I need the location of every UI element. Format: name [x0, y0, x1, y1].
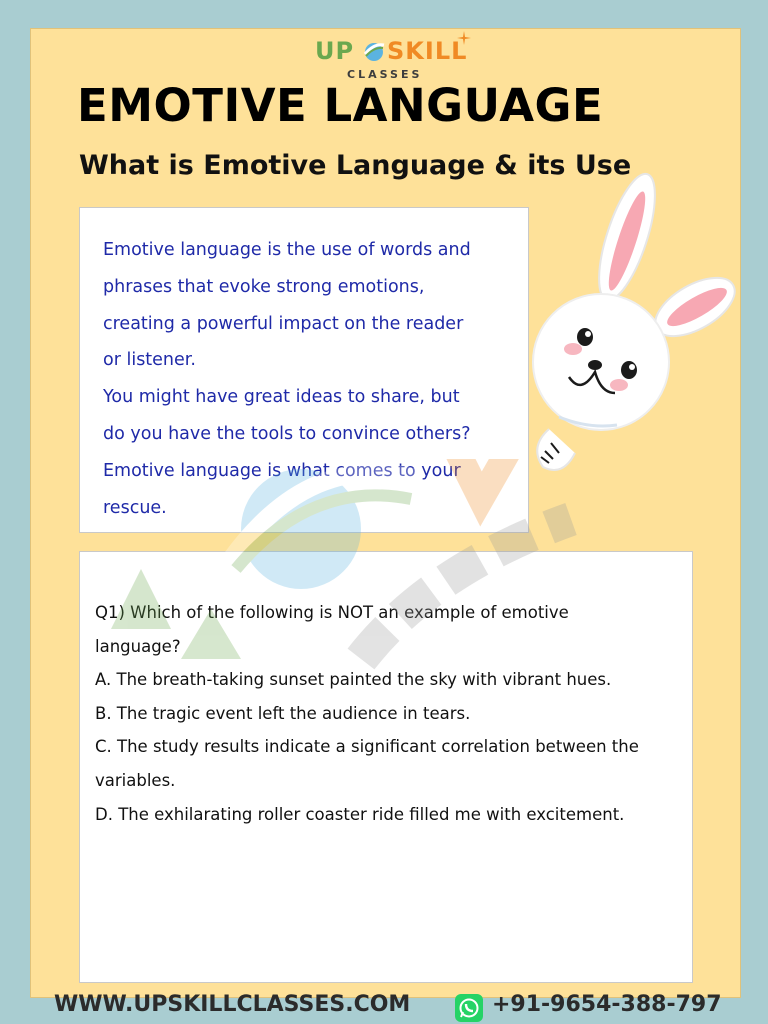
phone-number[interactable]: +91-9654-388-797	[492, 992, 722, 1017]
definition-line: do you have the tools to convince others?	[103, 423, 471, 444]
logo-brand-right: SKILL	[387, 37, 468, 65]
footer	[0, 990, 768, 1024]
bunny-ear-left	[588, 168, 667, 306]
logo-subtitle: CLASSES	[347, 68, 423, 81]
definition-line: phrases that evoke strong emotions,	[103, 276, 425, 297]
definition-line: or listener.	[103, 350, 196, 371]
bunny-illustration	[519, 167, 759, 497]
answer-option-c: C. The study results indicate a significant correlation between the	[95, 737, 639, 757]
definition-line: Emotive language is what comes to your	[103, 460, 461, 481]
definition-card	[79, 207, 529, 533]
sparkle-icon	[457, 31, 471, 45]
question-text: Q1) Which of the following is NOT an example of emotive	[95, 603, 569, 622]
definition-line: You might have great ideas to share, but	[103, 387, 460, 408]
website-link[interactable]: WWW.UPSKILLCLASSES.COM	[54, 992, 411, 1017]
definition-line: Emotive language is the use of words and	[103, 240, 471, 260]
answer-option-c-cont: variables.	[95, 770, 176, 790]
answer-option-a: A. The breath-taking sunset painted the sky with vibrant hues.	[95, 670, 612, 690]
logo-brand-left: UP	[315, 37, 355, 65]
definition-line: rescue.	[103, 497, 167, 518]
whatsapp-icon	[455, 994, 483, 1022]
globe-swoosh-icon	[362, 39, 386, 63]
page-title: EMOTIVE LANGUAGE	[77, 79, 604, 132]
page-subtitle: What is Emotive Language & its Use	[79, 150, 632, 181]
question-card	[79, 551, 693, 983]
answer-option-d: D. The exhilarating roller coaster ride filled me with excitement.	[95, 804, 625, 824]
definition-line: creating a powerful impact on the reader	[103, 313, 464, 334]
worksheet-page	[30, 28, 741, 998]
question-text: language?	[95, 636, 181, 656]
answer-option-b: B. The tragic event left the audience in tears.	[95, 703, 471, 723]
